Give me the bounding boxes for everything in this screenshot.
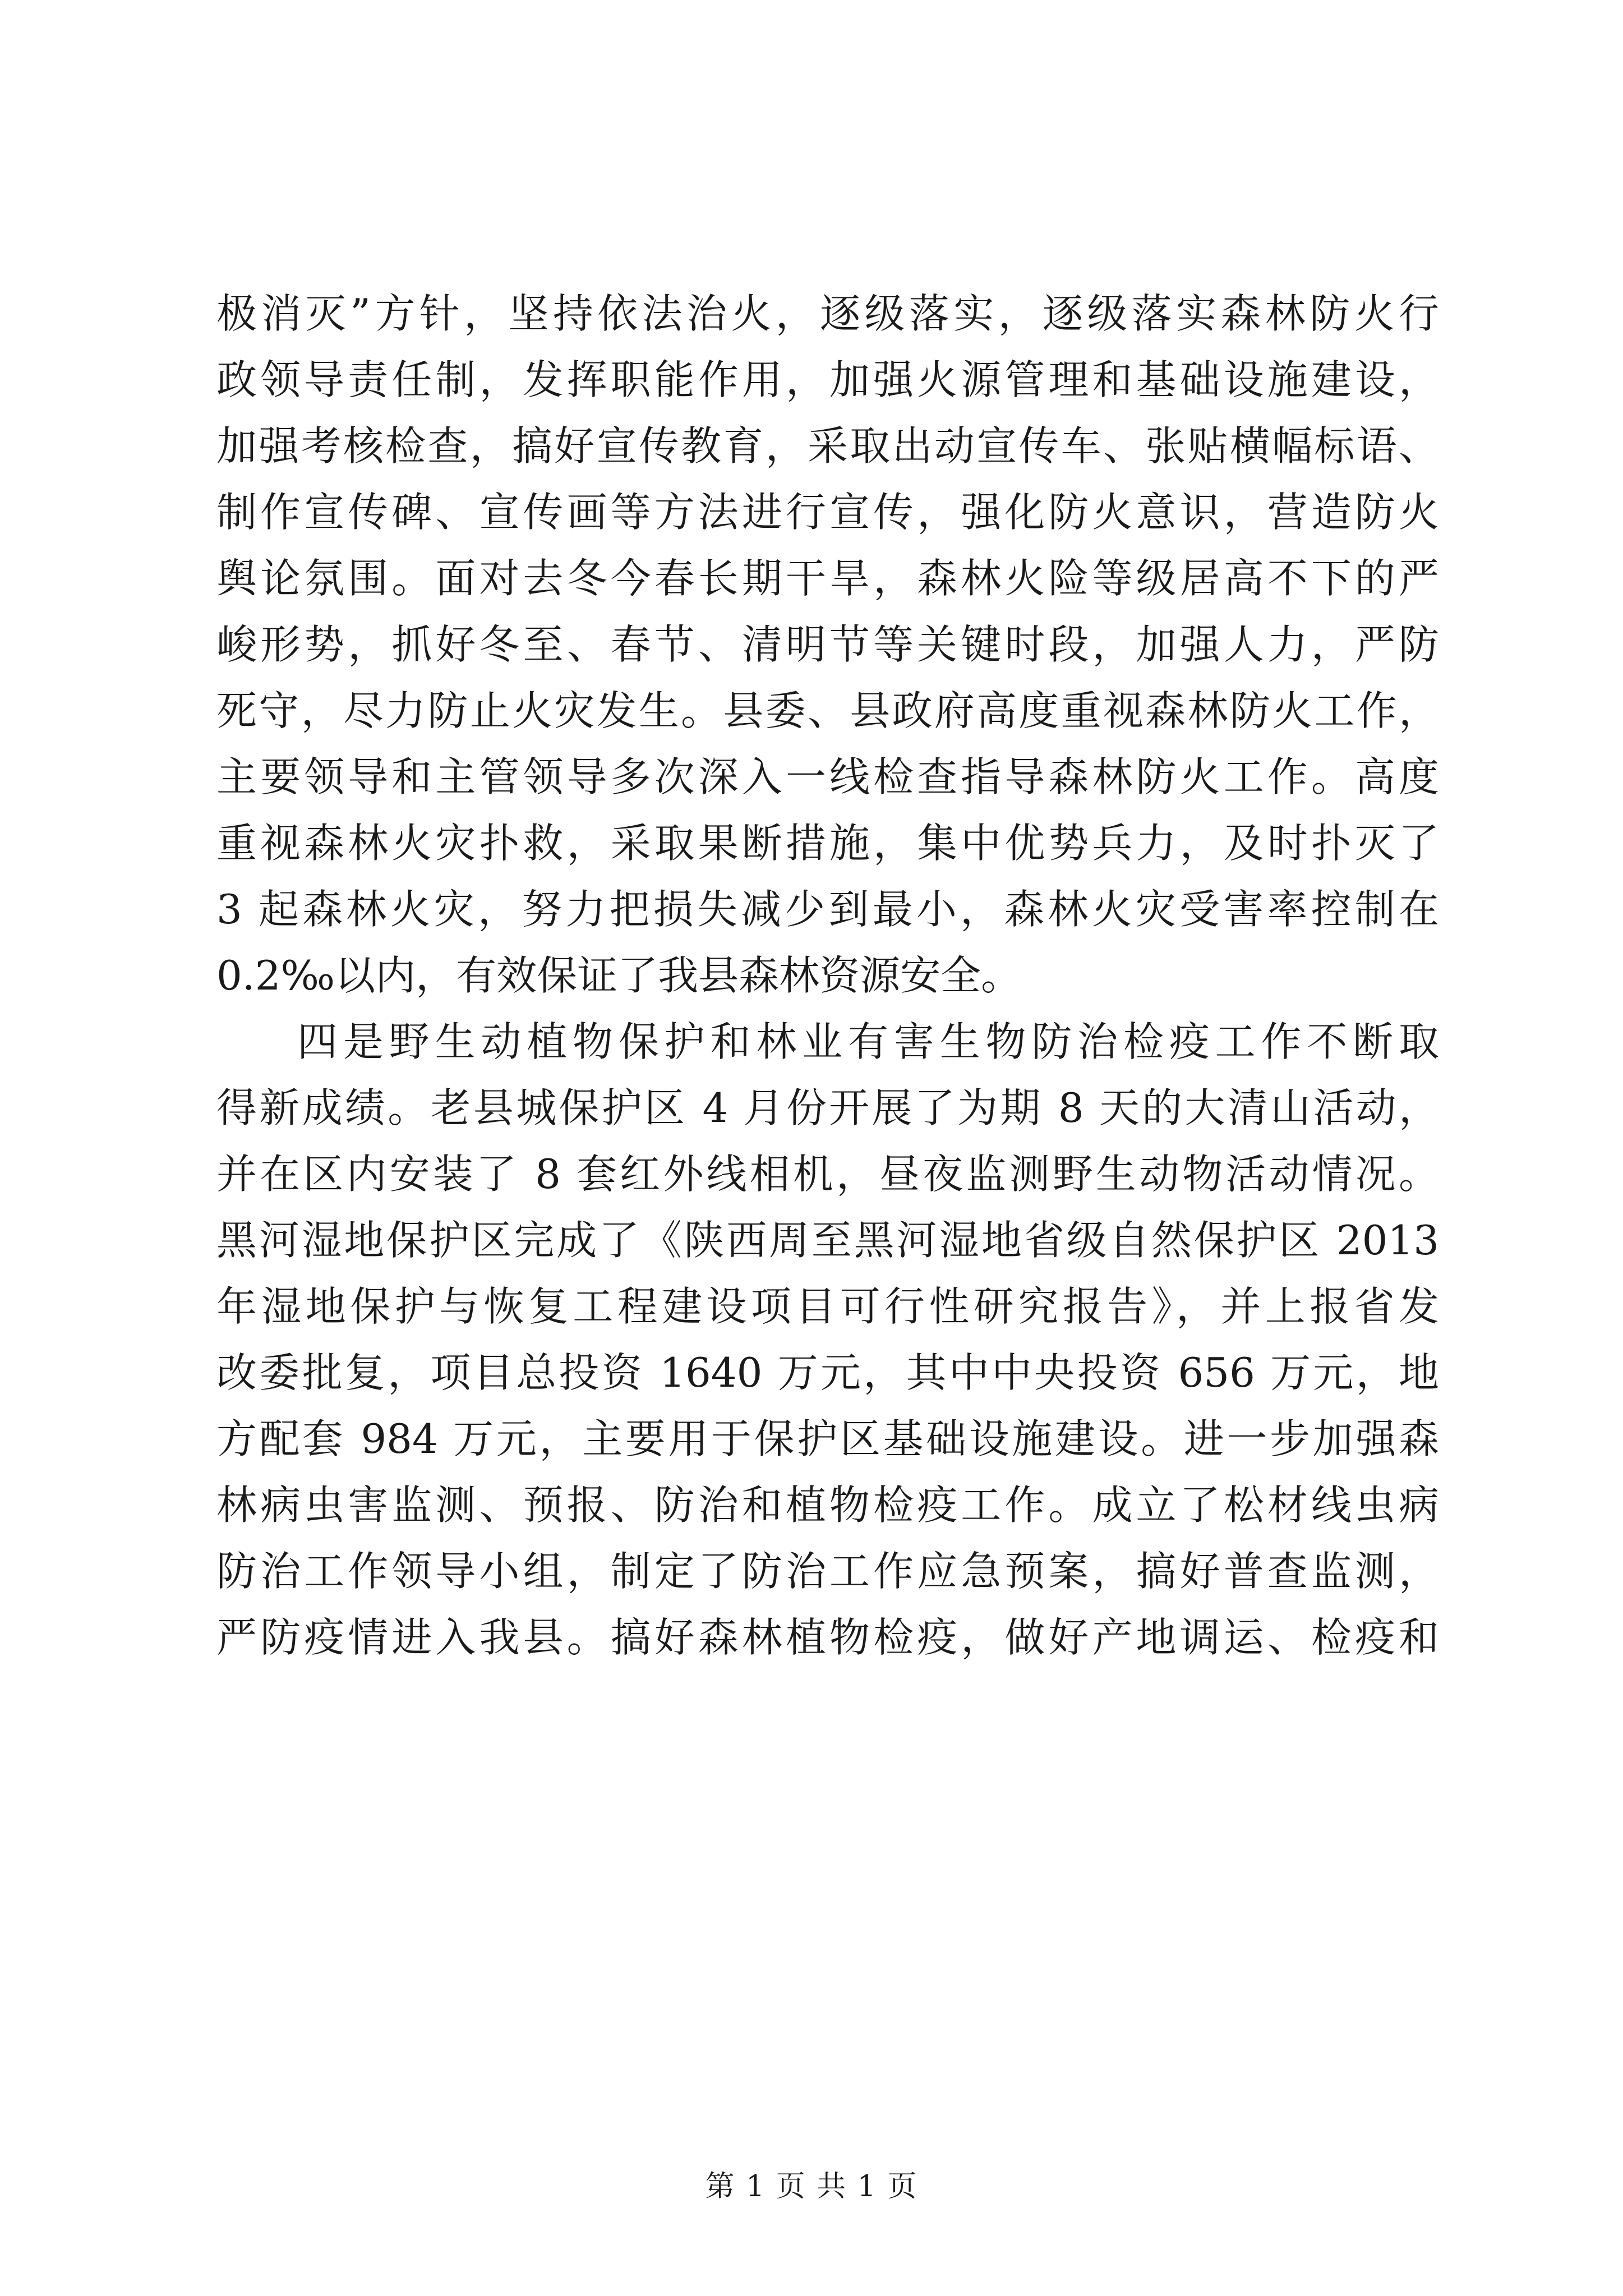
text-line: 舆论氛围。面对去冬今春长期干旱，森林火险等级居高不下的严	[216, 555, 1439, 602]
paragraph-start-line: 四是野生动植物保护和林业有害生物防治检疫工作不断取	[297, 1018, 1439, 1065]
text-line: 3 起森林火灾，努力把损失减少到最小，森林火灾受害率控制在	[216, 886, 1439, 933]
text-line: 得新成绩。老县城保护区 4 月份开展了为期 8 天的大清山活动，	[216, 1084, 1439, 1131]
text-line: 严防疫情进入我县。搞好森林植物检疫，做好产地调运、检疫和	[216, 1614, 1439, 1661]
text-line: 制作宣传碑、宣传画等方法进行宣传，强化防火意识，营造防火	[216, 489, 1439, 536]
text-line: 黑河湿地保护区完成了《陕西周至黑河湿地省级自然保护区 2013	[216, 1217, 1439, 1264]
text-line: 极消灭”方针，坚持依法治火，逐级落实，逐级落实森林防火行	[216, 290, 1439, 337]
text-line: 并在区内安装了 8 套红外线相机，昼夜监测野生动物活动情况。	[216, 1151, 1439, 1198]
page-footer: 第 1 页 共 1 页	[705, 2170, 918, 2203]
text-line: 年湿地保护与恢复工程建设项目可行性研究报告》，并上报省发	[216, 1283, 1439, 1330]
text-line: 重视森林火灾扑救，采取果断措施，集中优势兵力，及时扑灭了	[216, 820, 1439, 867]
text-line: 峻形势，抓好冬至、春节、清明节等关键时段，加强人力，严防	[216, 621, 1439, 668]
body-text	[216, 280, 1439, 1671]
text-line: 改委批复，项目总投资 1640 万元，其中中央投资 656 万元，地	[216, 1349, 1439, 1396]
text-line: 方配套 984 万元，主要用于保护区基础设施建设。进一步加强森	[216, 1415, 1439, 1462]
text-line: 0.2‰以内，有效保证了我县森林资源安全。	[216, 952, 1022, 999]
text-line: 加强考核检查，搞好宣传教育，采取出动宣传车、张贴横幅标语、	[216, 422, 1439, 470]
text-line: 政领导责任制，发挥职能作用，加强火源管理和基础设施建设，	[216, 356, 1439, 403]
text-line: 死守，尽力防止火灾发生。县委、县政府高度重视森林防火工作，	[216, 687, 1439, 734]
text-line: 林病虫害监测、预报、防治和植物检疫工作。成立了松材线虫病	[216, 1481, 1439, 1529]
text-line: 防治工作领导小组，制定了防治工作应急预案，搞好普查监测，	[216, 1548, 1439, 1595]
text-line: 主要领导和主管领导多次深入一线检查指导森林防火工作。高度	[216, 753, 1439, 800]
